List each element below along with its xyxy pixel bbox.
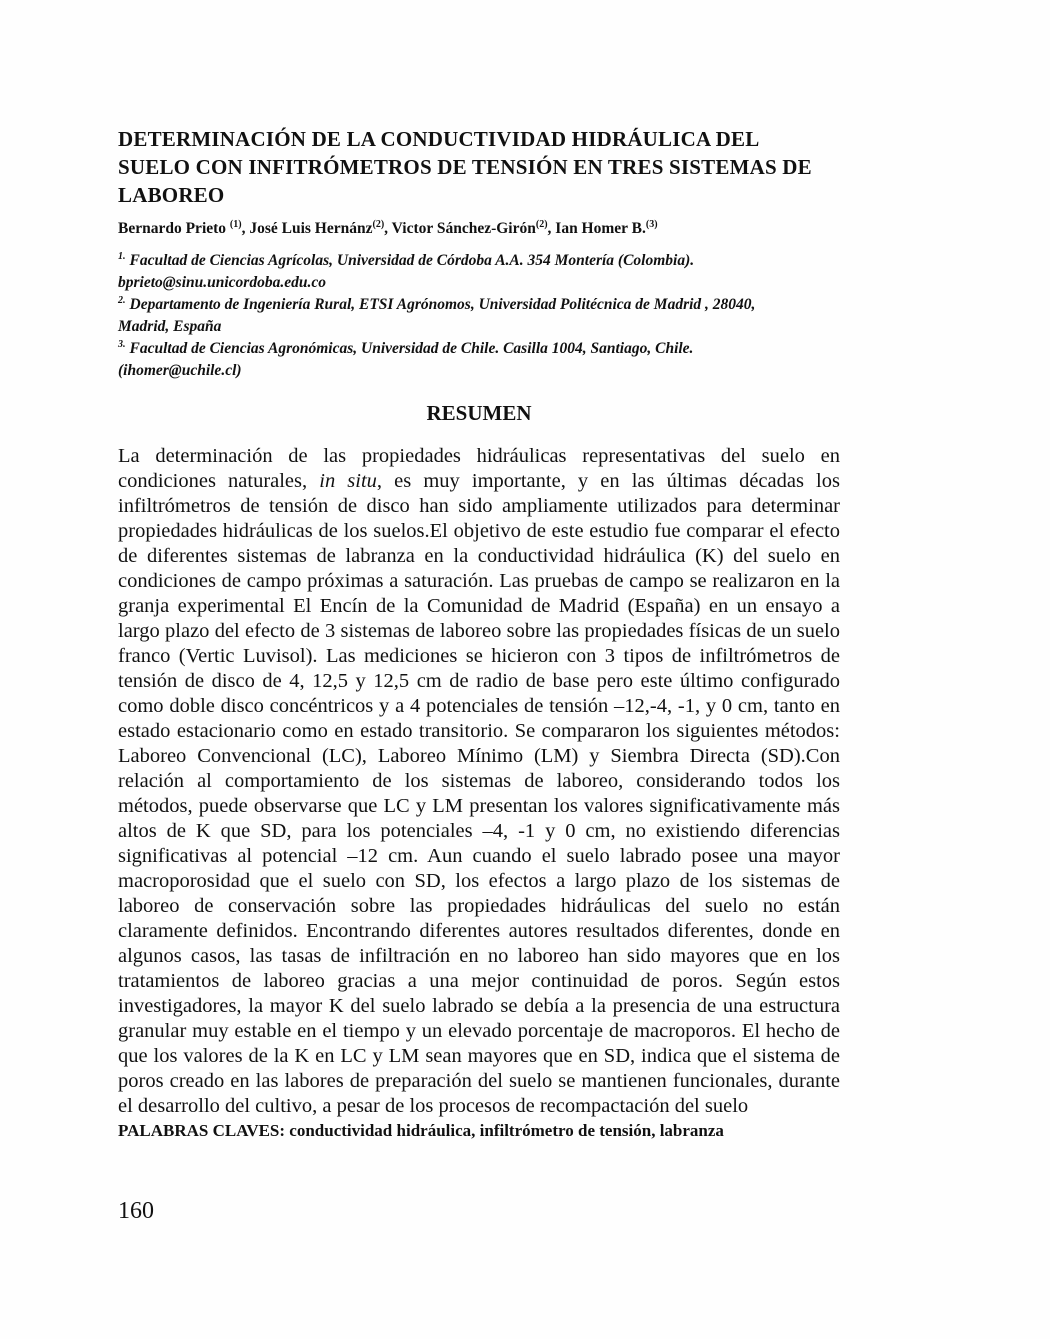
authors-line bbox=[118, 219, 840, 239]
author-affiliation-marker: (2) bbox=[535, 218, 548, 230]
abstract-italic-phrase: in situ bbox=[319, 470, 377, 492]
affiliation-3-marker: 3. bbox=[118, 338, 126, 350]
abstract-paragraph bbox=[118, 444, 840, 1119]
title-line-2: SUELO CON INFITRÓMETROS DE TENSIÓN EN TRES SISTEMAS DE bbox=[118, 155, 812, 179]
affiliation-1-line-2: bprieto@sinu.unicordoba.edu.co bbox=[118, 274, 326, 291]
affiliation-1-line-1 bbox=[118, 250, 840, 272]
affiliation-2-line-2: Madrid, España bbox=[118, 318, 222, 335]
affiliation-1-marker: 1. bbox=[118, 250, 126, 262]
abstract-heading: RESUMEN bbox=[426, 401, 532, 425]
page-content bbox=[118, 125, 840, 1141]
page-number: 160 bbox=[118, 1198, 154, 1224]
author-name: , José Luis Hernánz bbox=[241, 220, 373, 237]
author-affiliation-marker: (2) bbox=[372, 218, 385, 230]
affiliation-1-text: Facultad de Ciencias Agrícolas, Universidad de Córdoba A.A. 354 Montería (Colombia). bbox=[129, 252, 695, 269]
affiliation-2-text: Departamento de Ingeniería Rural, ETSI Agrónomos, Universidad Politécnica de Madrid , 28040, bbox=[129, 296, 756, 313]
affiliations-block bbox=[118, 250, 840, 382]
author-affiliation-marker: (1) bbox=[229, 218, 242, 230]
affiliation-3-line-2: (ihomer@uchile.cl) bbox=[118, 362, 242, 379]
affiliation-3-line-1 bbox=[118, 338, 840, 360]
affiliation-2-marker: 2. bbox=[118, 294, 126, 306]
abstract-text-before-italic: La determinación de las propiedades hidráulicas representativas del suelo en condiciones naturales, bbox=[118, 445, 840, 492]
affiliation-3-text: Facultad de Ciencias Agronómicas, Universidad de Chile. Casilla 1004, Santiago, Chile. bbox=[129, 340, 694, 357]
author-name: Bernardo Prieto bbox=[118, 220, 230, 237]
author-name: , Victor Sánchez-Girón bbox=[384, 220, 536, 237]
paper-title bbox=[118, 125, 840, 209]
title-line-1: DETERMINACIÓN DE LA CONDUCTIVIDAD HIDRÁULICA DEL bbox=[118, 127, 760, 151]
title-line-3: LABOREO bbox=[118, 183, 225, 207]
keywords-line: PALABRAS CLAVES: conductividad hidráulica, infiltrómetro de tensión, labranza bbox=[118, 1121, 724, 1140]
author-affiliation-marker: (3) bbox=[645, 218, 658, 230]
author-name: , Ian Homer B. bbox=[547, 220, 646, 237]
abstract-text-after-italic: , es muy importante, y en las últimas décadas los infiltrómetros de tensión de disco han sido ampliamente utilizados para determinar propiedades hidráulicas de los suelos.El objetivo de este estudio fue comparar el efecto de diferentes sistemas de labranza en la conductividad hidráulica (K) del suelo en condiciones de campo próximas a saturación. Las pruebas de campo se realizaron en la granja experimental El Encín de la Comunidad de Madrid (España) en un ensayo a largo plazo del efecto de 3 sistemas de laboreo sobre las propiedades físicas de un suelo franco (Vertic Luvisol). Las mediciones se hicieron con 3 tipos de infiltrómetros de tensión de disco de 4, 12,5 y 12,5 cm de radio de base pero este último configurado como doble disco concéntricos y a 4 potenciales de tensión –12,-4, -1, y 0 cm, tanto en estado estacionario como en estado transitorio. Se compararon los siguientes métodos: Laboreo Convencional (LC), Laboreo Mínimo (LM) y Siembra Directa (SD).Con relación al comportamiento de los sistemas de laboreo, considerando todos los métodos, puede observarse que LC y LM presentan los valores significativamente más altos de K que SD, para los potenciales –4, -1 y 0 cm, no existiendo diferencias significativas al potencial –12 cm. Aun cuando el suelo labrado posee una mayor macroporosidad que el suelo con SD, los efectos a largo plazo de los sistemas de laboreo de conservación sobre las propiedades hidráulicas del suelo no están claramente definidos. Encontrando diferentes autores resultados diferentes, donde en algunos casos, las tasas de infiltración en no laboreo han sido mayores que en los tratamientos de laboreo gracias a una mejor continuidad de poros. Según estos investigadores, la mayor K del suelo labrado se debía a la presencia de una estructura granular muy estable en el tiempo y un elevado porcentaje de macroporos. El hecho de que los valores de la K en LC y LM sean mayores que en SD, indica que el sistema de poros creado en las labores de preparación del suelo se mantienen funcionales, durante el desarrollo del cultivo, a pesar de los procesos de recompactación del suelo bbox=[118, 470, 840, 1117]
affiliation-2-line-1 bbox=[118, 294, 840, 316]
